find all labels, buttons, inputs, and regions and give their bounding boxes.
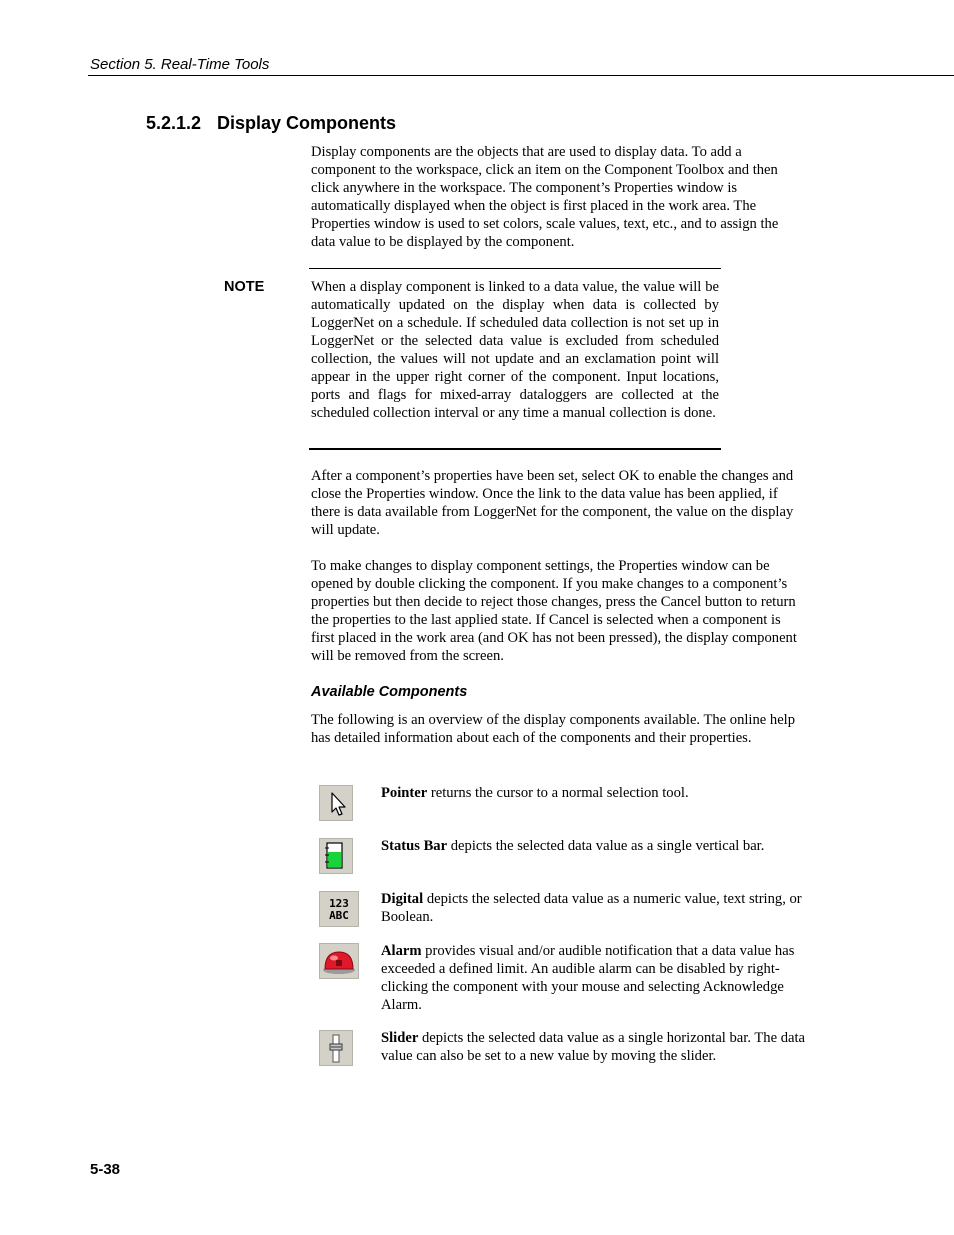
component-status-bar (381, 837, 821, 855)
component-description: depicts the selected data value as a single horizontal bar. The data value can also be set to a new value by moving the slider. (381, 1030, 806, 1064)
header-rule (88, 75, 954, 76)
component-description: returns the cursor to a normal selection tool. (427, 785, 689, 801)
status-bar-icon (319, 838, 353, 874)
component-digital (381, 890, 821, 926)
component-name: Alarm (381, 943, 422, 959)
section-number: 5.2.1.2 (146, 113, 202, 133)
note-label: NOTE (224, 279, 265, 295)
component-description: depicts the selected data value as a numeric value, text string, or Boolean. (381, 891, 802, 925)
changes-paragraph: To make changes to display component settings, the Properties window can be opened by double clicking the component. If you make changes to a component’s properties but then decide to reject those changes, press the Cancel button to return the properties to the last applied state. If Cancel is selected when a component is first placed in the work area (and OK has not been pressed), the display component will be removed from the screen. (311, 558, 797, 664)
component-name: Digital (381, 891, 424, 907)
section-title: Display Components (217, 113, 397, 133)
intro-paragraph: Display components are the objects that are used to display data. To add a component to the workspace, click an item on the Component Toolbox and then click anywhere in the workspace. The component’s Properties window is automatically displayed when the object is first placed in the work area. The Properties window is used to set colors, scale values, text, etc., and to assign the data value to be displayed by the component. (311, 144, 779, 250)
section-heading (146, 113, 396, 134)
available-intro: The following is an overview of the display components available. The online help has detailed information about each of the components and their properties. (311, 712, 796, 746)
component-name: Slider (381, 1030, 419, 1046)
component-pointer (381, 784, 821, 802)
slider-icon (319, 1030, 353, 1066)
digital-icon (319, 891, 359, 927)
alarm-icon (319, 943, 359, 979)
component-description: depicts the selected data value as a single vertical bar. (447, 838, 765, 854)
page-number: 5-38 (90, 1161, 121, 1178)
note-text: When a display component is linked to a data value, the value will be automatically updated on the display when data is collected by LoggerNet on a schedule. If scheduled data collection is not set up in LoggerNet or the selected data value is excluded from scheduled collection, the values will not update and an exclamation point will appear in the upper right corner of the component. Input locations, ports and flags for mixed-array dataloggers are collected at the scheduled collection interval or any time a manual collection is done. (311, 279, 719, 421)
pointer-icon (319, 785, 353, 821)
digital-icon-text-bottom: ABC (329, 909, 349, 922)
component-alarm (381, 942, 821, 1014)
properties-paragraph: After a component’s properties have been set, select OK to enable the changes and close the Properties window. Once the link to the data value has been applied, if there is data available from LoggerNet for the component, the value on the display will update. (311, 468, 794, 538)
running-header: Section 5. Real-Time Tools (90, 56, 270, 73)
component-description: provides visual and/or audible notification that a data value has exceeded a defined limit. An audible alarm can be disabled by right-clicking the component with your mouse and selecting Acknowledge Alarm. (381, 943, 795, 1013)
component-name: Pointer (381, 785, 428, 801)
available-components-heading: Available Components (311, 684, 468, 700)
digital-icon-text-top: 123 (329, 897, 349, 910)
component-name: Status Bar (381, 838, 448, 854)
component-slider (381, 1029, 821, 1065)
